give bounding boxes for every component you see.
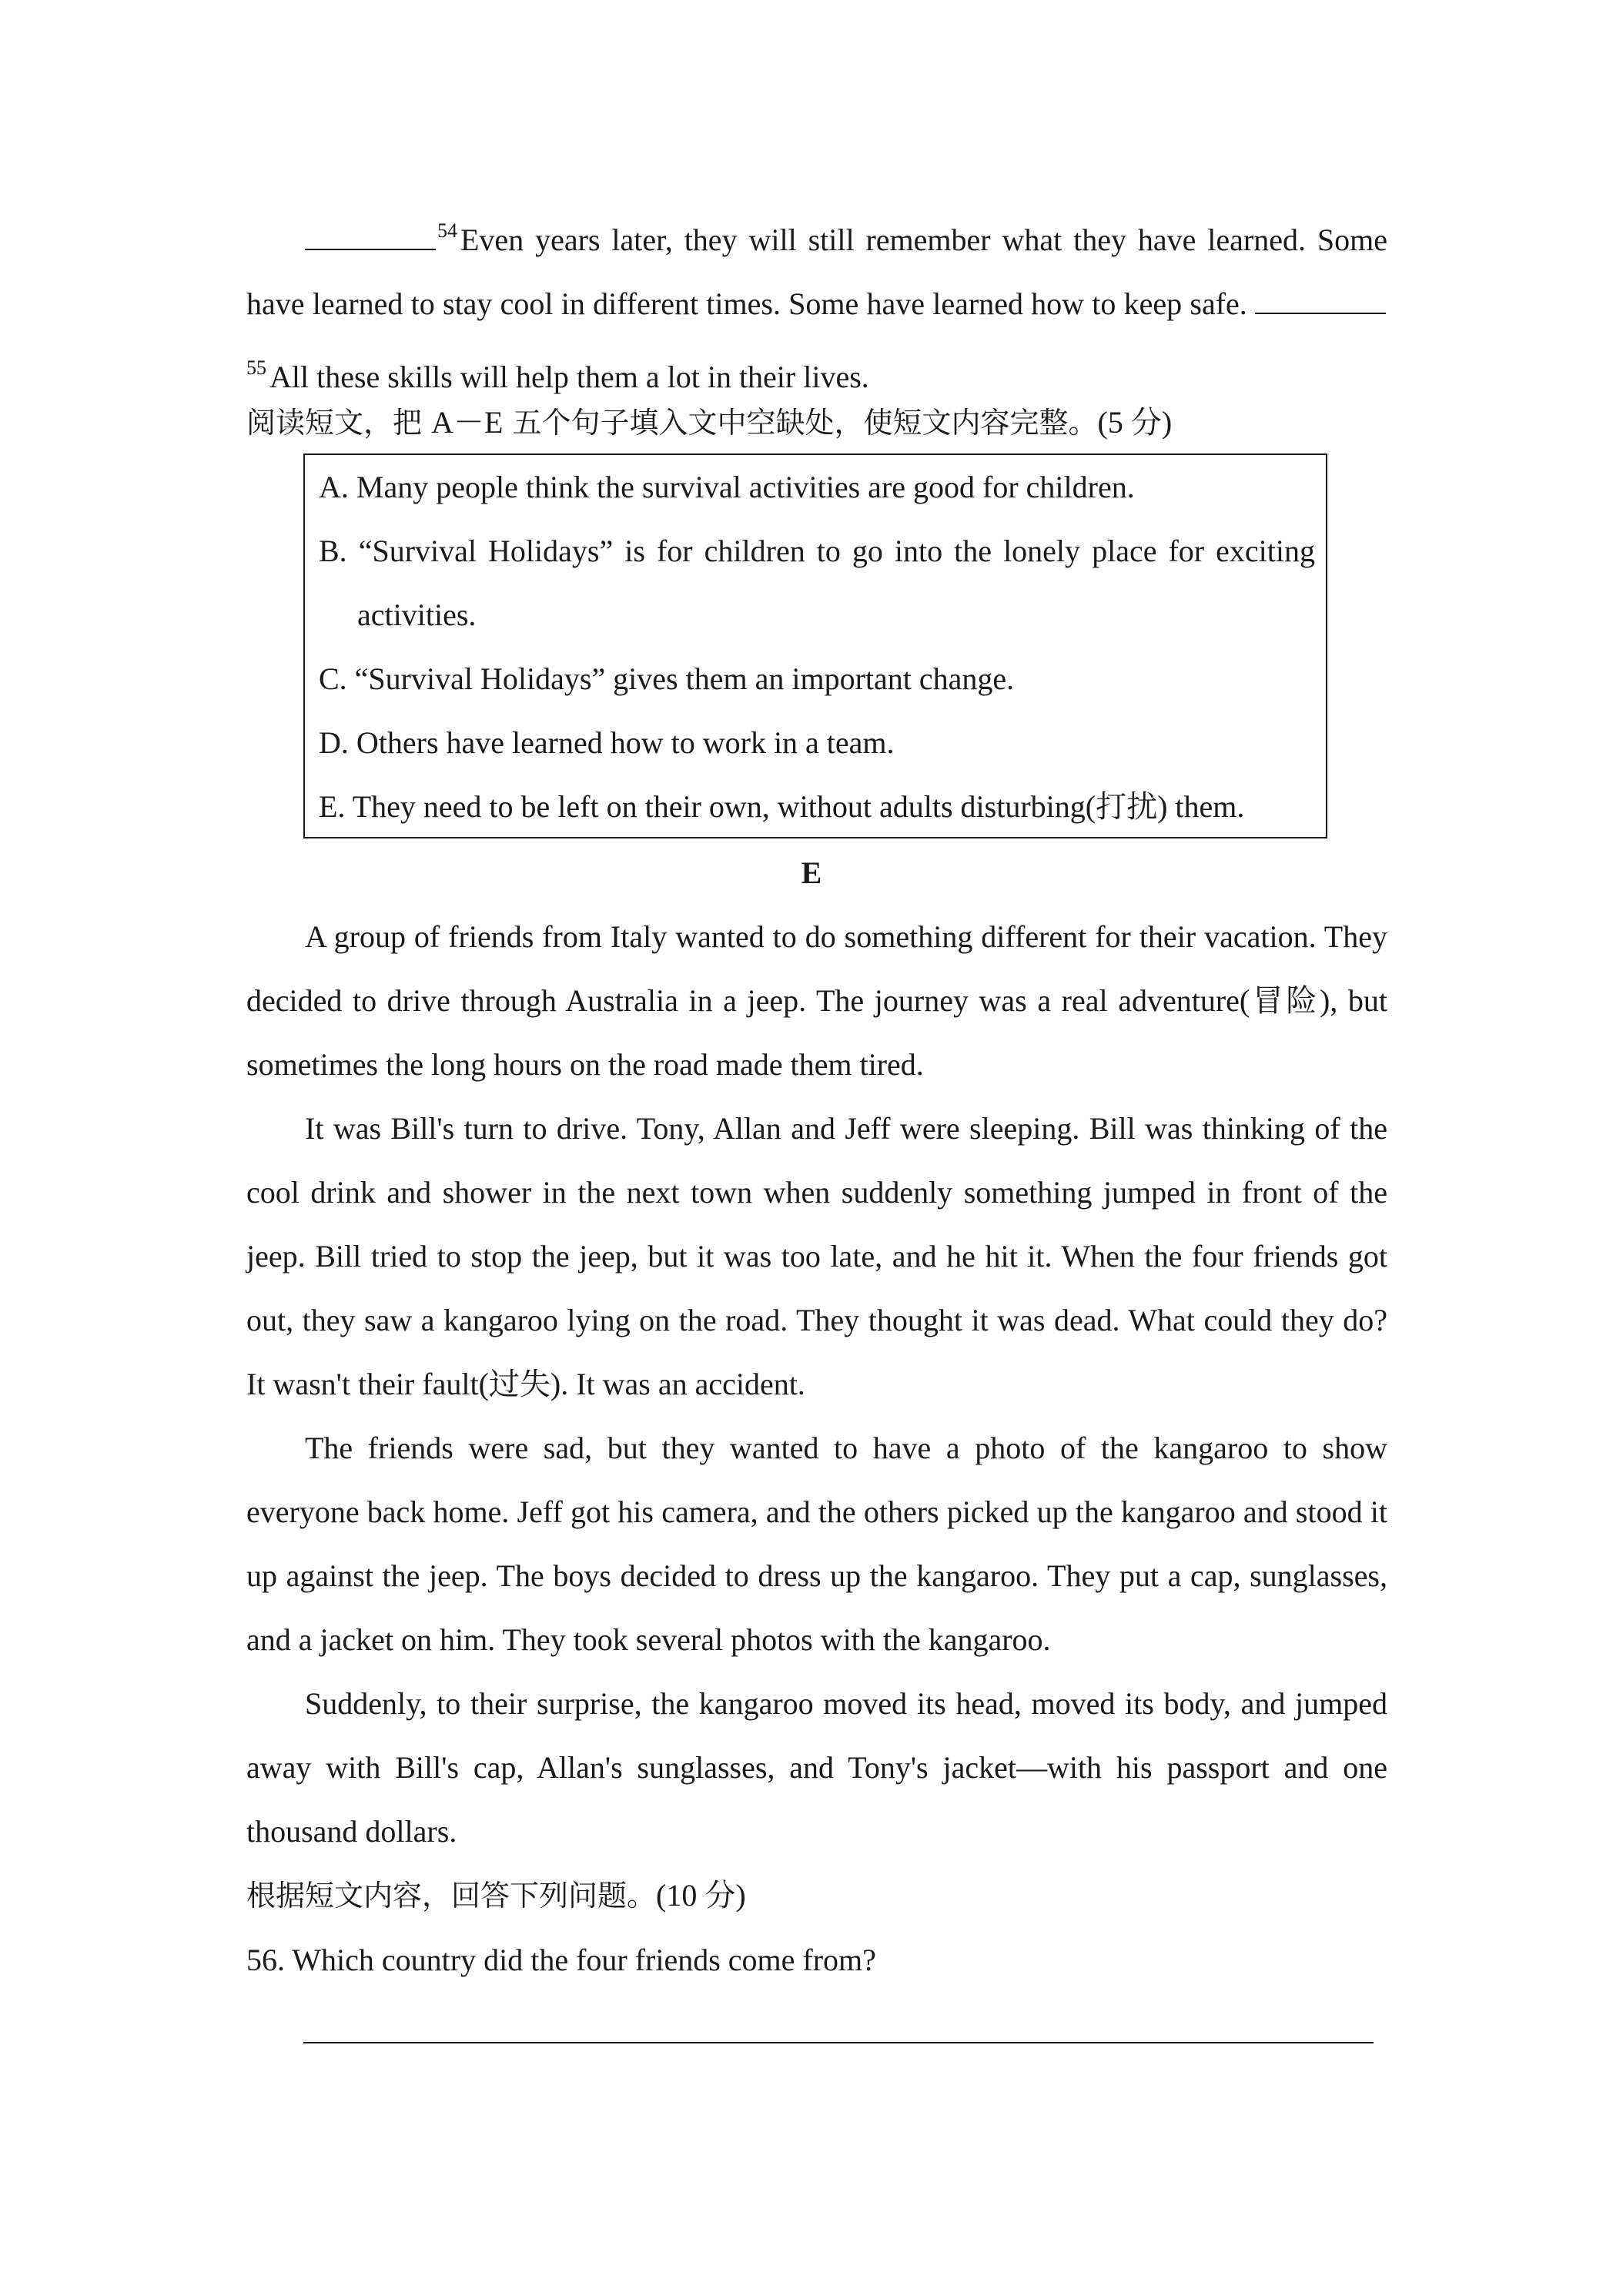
options-box [303,454,1327,838]
continuation-text [246,199,1387,409]
passage-e [246,905,1387,1992]
blank-number-54: 54 [437,219,457,242]
question-56: 56. Which country did the four friends come from? [246,1943,876,1977]
answer-line-56[interactable] [303,2042,1374,2043]
option-d: D. Others have learned how to work in a team. [319,725,895,760]
line3-text: All these skills will help them a lot in their lives. [269,360,869,394]
answer-blank-55[interactable] [1255,312,1386,314]
passage-paragraph-2: It was Bill's turn to drive. Tony, Allan and Jeff were sleeping. Bill was thinking of the cool drink and shower in the next town when suddenly something jumped in front of the jeep. Bill tried to stop the jeep, but it was too late, and he hit it. When the four friends got out, they saw a kangaroo lying on the road. They thought it was dead. What could they do? It wasn't their fault(过失). It was an accident. [246,1111,1387,1401]
option-b: B. “Survival Holidays” is for children to go into the lonely place for exciting activities. [319,534,1315,632]
line3-prefix: safe. [1190,286,1247,321]
section-title: E [801,855,822,890]
passage-paragraph-4: Suddenly, to their surprise, the kangaroo moved its head, moved its body, and jumped away with Bill's cap, Allan's sunglasses, and Tony's jacket—with his passport and one thousand dollars. [246,1686,1387,1849]
blank-number-55: 55 [246,356,266,379]
continuation-paragraph [246,199,1387,409]
option-a: A. Many people think the survival activities are good for children. [319,470,1135,504]
line1-text: Even years later, they will still remember what they have learned. [460,223,1306,257]
instruction-b: 根据短文内容，回答下列问题。(10 分) [246,1878,746,1913]
passage-paragraph-3: The friends were sad, but they wanted to have a photo of the kangaroo to show everyone back home. Jeff got his camera, and the others picked up the kangaroo and stood it up against the jeep. The boys decided to dress up the kangaroo. They put a cap, sunglasses, and a jacket on him. They took several photos with the kangaroo. [246,1431,1387,1657]
option-c: C. “Survival Holidays” gives them an important change. [319,661,1015,696]
option-e: E. They need to be left on their own, without adults disturbing(打扰) them. [319,789,1245,824]
passage-paragraph-1: A group of friends from Italy wanted to do something different for their vacation. They decided to drive through Australia in a jeep. The journey was a real adventure(冒险), but sometimes the long hours on the road made them tired. [246,919,1387,1082]
line2-text: Some have learned to stay cool in different times. Some have learned how to keep [246,223,1387,321]
instruction-a-text: 阅读短文，把 A－E 五个句子填入文中空缺处，使短文内容完整。(5 分) [246,405,1173,440]
instruction-a [246,390,1387,455]
answer-blank-54[interactable] [305,248,436,250]
